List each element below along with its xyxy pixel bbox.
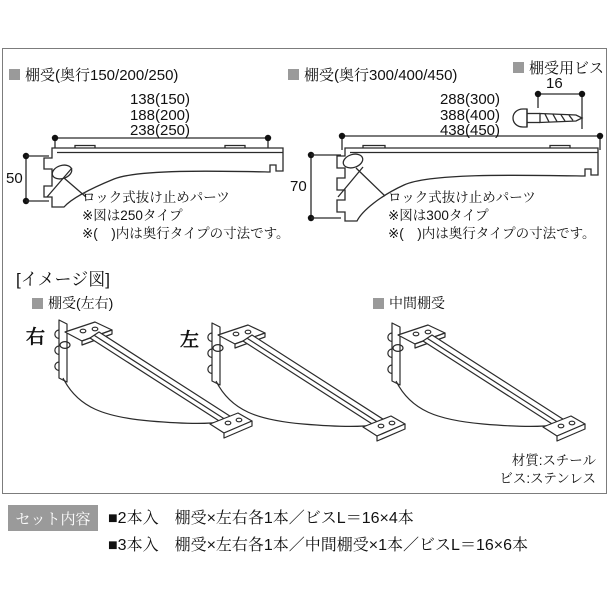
note-paren-text: ※( )内は奥行タイプの寸法です。	[388, 226, 596, 241]
dimension-value: 288(300)	[439, 91, 500, 108]
right-bracket-char: 右	[26, 327, 46, 348]
material-notes	[499, 452, 596, 487]
screw-drawing	[513, 91, 585, 129]
lock-note-small	[82, 189, 290, 243]
note-fig-text: ※図は250タイプ	[82, 208, 183, 223]
lock-note-large	[388, 189, 596, 243]
set-contents-badge: セット内容	[8, 505, 98, 531]
gray-square-icon	[288, 69, 299, 80]
screw-length-label: 16	[546, 75, 563, 92]
gray-square-icon	[373, 298, 384, 309]
gray-square-icon	[9, 69, 20, 80]
label-bracket-middle	[373, 293, 445, 313]
section-title-text: 棚受用ビス	[529, 60, 605, 77]
screw-material-note-text: ビス:ステンレス	[499, 470, 596, 486]
dimension-stack-small	[122, 92, 190, 139]
dimension-value: 188(200)	[129, 106, 190, 124]
note-paren-text: ※( )内は奥行タイプの寸法です。	[82, 226, 290, 241]
note-fig-text: ※図は300タイプ	[388, 208, 489, 223]
height-label-small: 50	[6, 170, 23, 187]
section-title-text: 棚受(奥行300/400/450)	[304, 67, 458, 84]
label-bracket-lr	[32, 293, 113, 313]
dimension-value: 238(250)	[129, 122, 190, 139]
iso-bracket-middle-drawing	[388, 323, 585, 441]
section-title-text: 棚受(奥行150/200/250)	[25, 67, 179, 84]
dimension-value: 388(400)	[439, 106, 500, 124]
height-label-large: 70	[290, 178, 307, 195]
dimension-stack-large	[432, 92, 500, 139]
gray-square-icon	[32, 298, 43, 309]
label-text: 棚受(左右)	[48, 295, 114, 311]
left-bracket-char: 左	[180, 330, 200, 351]
section-title-bracket-small	[9, 64, 178, 85]
set-contents-line-1: ■2本入 棚受×左右各1本／ビスL＝16×4本	[108, 510, 414, 527]
dimension-value: 438(450)	[439, 122, 500, 139]
gray-square-icon	[513, 62, 524, 73]
label-text: 中間棚受	[389, 295, 445, 311]
note-lock-text: ロック式抜け止めパーツ	[388, 190, 536, 205]
set-contents-line-2: ■3本入 棚受×左右各1本／中間棚受×1本／ビスL＝16×6本	[108, 537, 528, 554]
note-lock-text: ロック式抜け止めパーツ	[82, 190, 230, 205]
dimension-value: 138(150)	[129, 91, 190, 108]
image-section-title: [イメージ図]	[16, 270, 110, 289]
material-note-text: 材質:スチール	[511, 453, 596, 468]
section-title-bracket-large	[288, 64, 457, 85]
